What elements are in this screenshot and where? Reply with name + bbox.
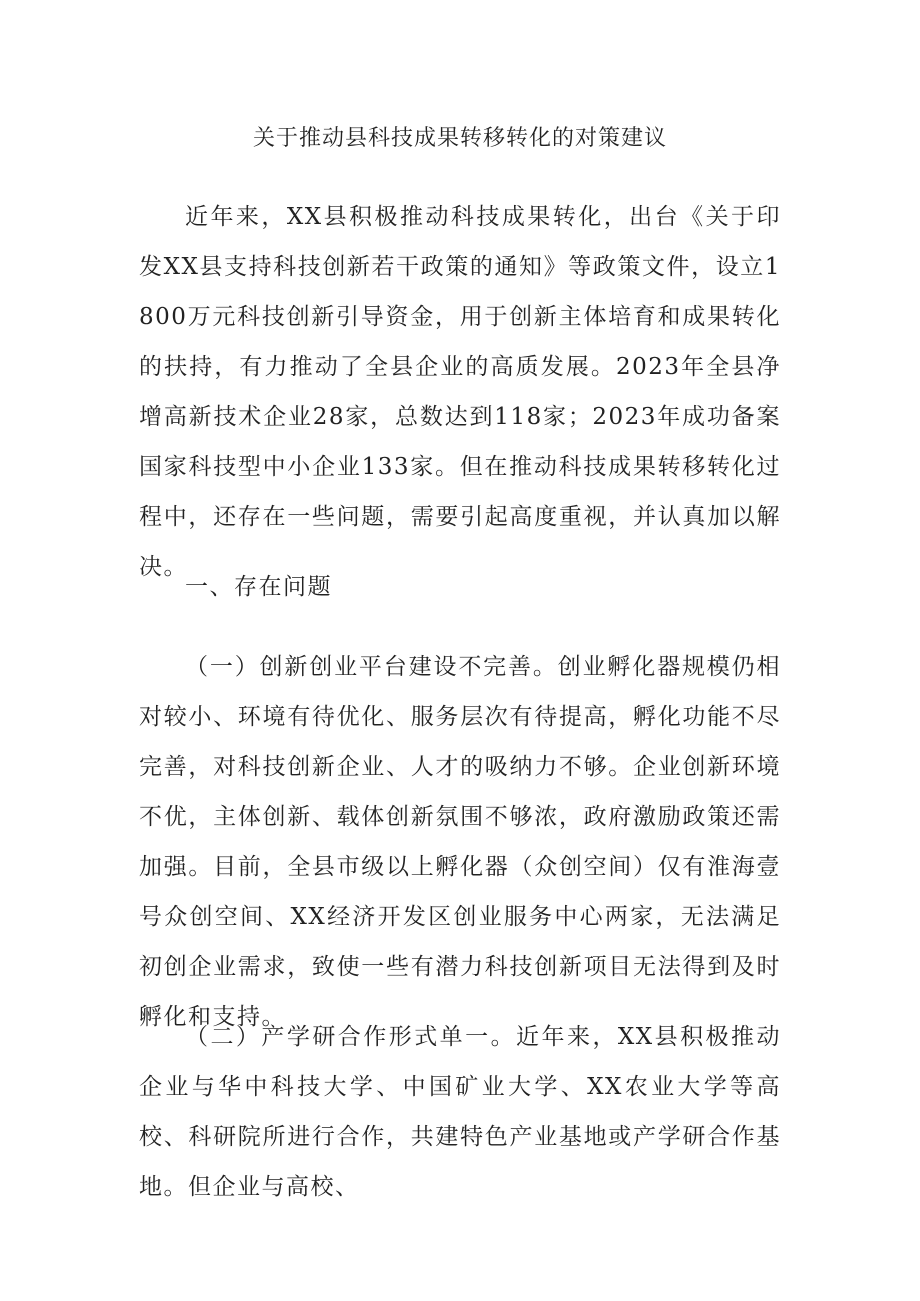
section-heading-problems: 一、存在问题 [185, 574, 332, 600]
document-title: 关于推动县科技成果转移转化的对策建议 [252, 126, 667, 151]
problem-paragraph-2: （二）产学研合作形式单一。近年来，XX县积极推动企业与华中科技大学、中国矿业大学、XX农业大学等高校、科研院所进行合作，共建特色产业基地或产学研合作基地。但企业与高校、 [139, 1024, 781, 1200]
problem-paragraph-1: （一）创新创业平台建设不完善。创业孵化器规模仍相对较小、环境有待优化、服务层次有待提高，孵化功能不尽完善，对科技创新企业、人才的吸纳力不够。企业创新环境不优，主体创新、载体创新氛围不够浓，政府激励政策还需加强。目前，全县市级以上孵化器（众创空间）仅有淮海壹号众创空间、XX经济开发区创业服务中心两家，无法满足初创企业需求，致使一些有潜力科技创新项目无法得到及时孵化和支持。 [139, 654, 781, 1030]
intro-paragraph: 近年来，XX县积极推动科技成果转化，出台《关于印发XX县支持科技创新若干政策的通知》等政策文件，设立1800万元科技创新引导资金，用于创新主体培育和成果转化的扶持，有力推动了全县企业的高质发展。2023年全县净增高新技术企业28家，总数达到118家；2023年成功备案国家科技型中小企业133家。但在推动科技成果转移转化过程中，还存在一些问题，需要引起高度重视，并认真加以解决。 [139, 204, 781, 580]
